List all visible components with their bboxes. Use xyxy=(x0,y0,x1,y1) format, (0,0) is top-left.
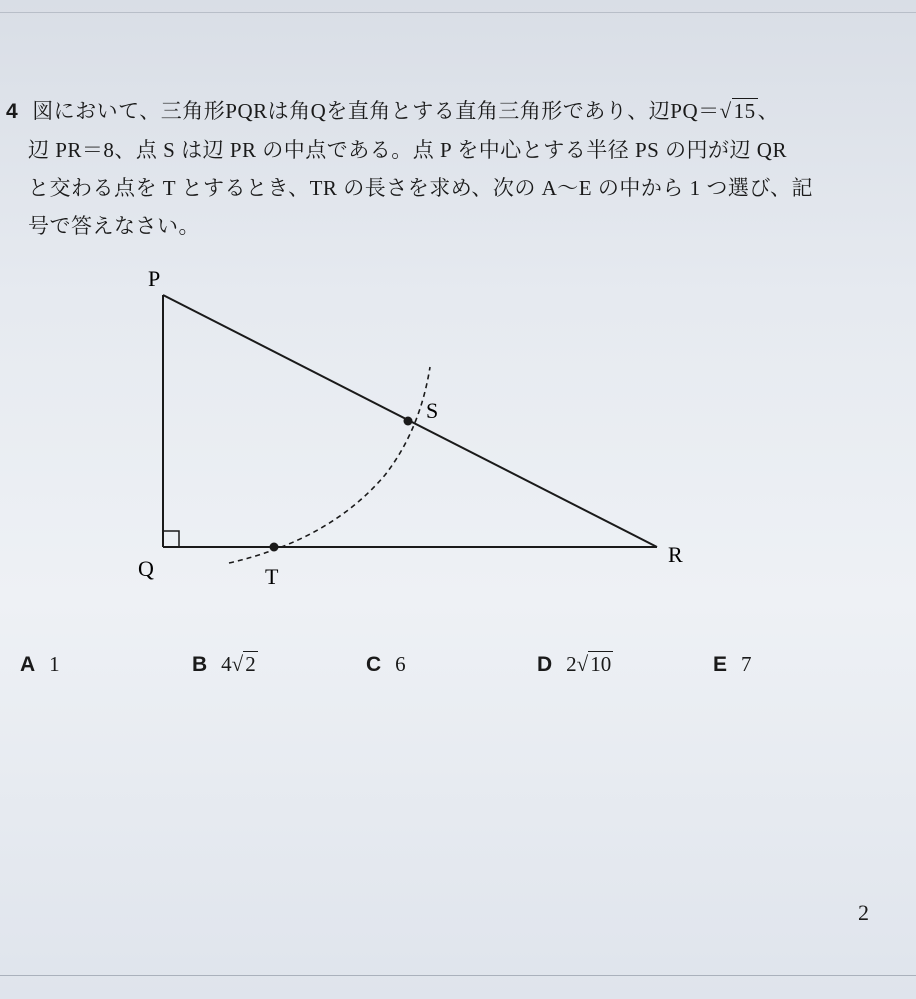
choice-b[interactable]: B 4√2 xyxy=(192,652,256,676)
choice-a[interactable]: A 1 xyxy=(20,652,60,676)
question-line-2: 辺 PR＝8、点 S は辺 PR の中点である。点 P を中心とする半径 PS の円が辺 QR xyxy=(28,138,787,162)
point-t xyxy=(270,543,279,552)
sqrt-2: √2 xyxy=(231,652,256,676)
sqrt-10: √10 xyxy=(576,652,612,676)
question-line-1: 4 図において、三角形PQRは角Qを直角とする直角三角形であり、辺PQ＝√15、 xyxy=(6,92,906,131)
right-angle-mark xyxy=(163,531,179,547)
top-divider xyxy=(0,12,916,13)
bottom-divider xyxy=(0,975,916,976)
question-text xyxy=(6,92,906,245)
label-p: P xyxy=(148,266,161,291)
choice-c[interactable]: C 6 xyxy=(366,652,406,676)
label-q: Q xyxy=(138,556,154,581)
label-s: S xyxy=(426,398,439,423)
question-number: 4 xyxy=(6,100,19,123)
question-line-4: 号で答えなさい。 xyxy=(28,214,200,238)
question-line-3: と交わる点を T とするとき、TR の長さを求め、次の A〜E の中から 1 つ選び、記 xyxy=(28,176,814,200)
choice-e[interactable]: E 7 xyxy=(713,652,752,676)
answer-choices xyxy=(0,652,916,692)
page-number: 2 xyxy=(858,900,869,925)
label-r: R xyxy=(668,542,683,567)
label-t: T xyxy=(265,564,279,589)
arc-radius-ps xyxy=(229,367,430,563)
sqrt-15: √15 xyxy=(719,99,756,123)
choice-d[interactable]: D 2√10 xyxy=(537,652,612,676)
triangle-figure xyxy=(0,255,916,595)
point-s xyxy=(404,417,413,426)
